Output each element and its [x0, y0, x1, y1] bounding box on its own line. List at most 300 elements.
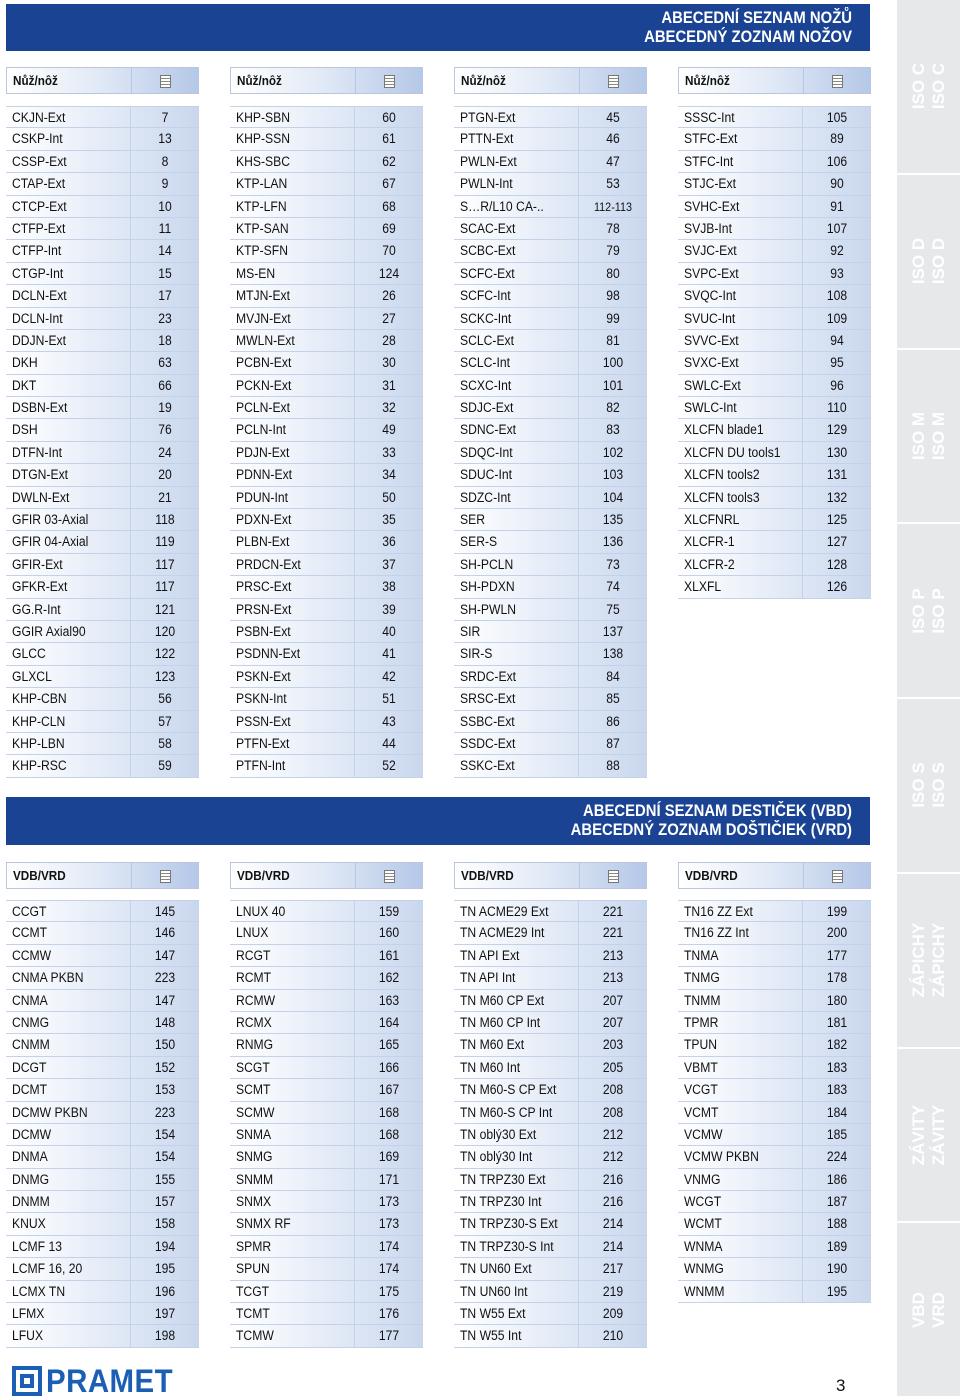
- table-row[interactable]: [230, 554, 423, 576]
- table-row[interactable]: [6, 464, 199, 486]
- table-row[interactable]: [454, 945, 647, 967]
- sidebar-tab-label: [909, 238, 949, 284]
- table-row[interactable]: [454, 1303, 647, 1325]
- item-name: RCMX: [236, 1014, 272, 1030]
- table-row[interactable]: [678, 967, 871, 989]
- page-reference: 103: [602, 467, 624, 483]
- table-row[interactable]: [454, 755, 647, 777]
- page-reference: 85: [606, 691, 620, 707]
- table-row[interactable]: [678, 487, 871, 509]
- table-row[interactable]: [454, 106, 647, 128]
- item-name: DNMM: [12, 1194, 50, 1210]
- table-row[interactable]: [454, 464, 647, 486]
- table-row[interactable]: [454, 509, 647, 531]
- table-row[interactable]: [230, 330, 423, 352]
- table-row[interactable]: [454, 1258, 647, 1280]
- table-row[interactable]: [678, 1034, 871, 1056]
- table-row[interactable]: [678, 375, 871, 397]
- table-row[interactable]: [230, 733, 423, 755]
- sidebar-label-cz: ISO M: [908, 411, 928, 460]
- item-name: SCKC-Int: [460, 310, 512, 326]
- item-name: LNUX: [236, 925, 269, 941]
- table-row[interactable]: [678, 173, 871, 195]
- item-name: DCMW PKBN: [12, 1104, 88, 1120]
- page-reference: 78: [606, 220, 620, 236]
- item-name: LNUX 40: [236, 904, 286, 919]
- table-row[interactable]: [230, 643, 423, 665]
- table-row[interactable]: [454, 487, 647, 509]
- table-row[interactable]: [6, 1258, 199, 1280]
- table-row[interactable]: [454, 990, 647, 1012]
- table-row[interactable]: [454, 711, 647, 733]
- table-row[interactable]: [230, 375, 423, 397]
- table-row[interactable]: [454, 1191, 647, 1213]
- table-row[interactable]: [230, 487, 423, 509]
- table-row[interactable]: [6, 308, 199, 330]
- item-name: MWLN-Ext: [236, 332, 295, 348]
- page-reference: 148: [154, 1014, 176, 1030]
- table-row[interactable]: [230, 128, 423, 150]
- table-row[interactable]: [6, 106, 199, 128]
- table-row[interactable]: [230, 1236, 423, 1258]
- item-name: CKJN-Ext: [12, 110, 66, 125]
- table-row[interactable]: [230, 1102, 423, 1124]
- table-row[interactable]: [454, 1102, 647, 1124]
- page-reference: 35: [382, 512, 396, 528]
- table-row[interactable]: [6, 531, 199, 553]
- table-row[interactable]: [230, 1303, 423, 1325]
- column-divider: [131, 863, 132, 888]
- table-row[interactable]: [678, 1012, 871, 1034]
- table-row[interactable]: [678, 509, 871, 531]
- page-reference: 184: [826, 1104, 848, 1120]
- page-reference: 135: [602, 512, 624, 528]
- table-row[interactable]: [6, 285, 199, 307]
- table-row[interactable]: [454, 352, 647, 374]
- table-row[interactable]: [230, 990, 423, 1012]
- item-name: SCFC-Int: [460, 288, 511, 304]
- column-divider: [355, 863, 356, 888]
- table-row[interactable]: [230, 352, 423, 374]
- sidebar-tab[interactable]: [897, 699, 960, 874]
- table-row[interactable]: [6, 1034, 199, 1056]
- table-row[interactable]: [454, 1079, 647, 1101]
- page-reference: 224: [826, 1149, 848, 1165]
- table-row[interactable]: [454, 375, 647, 397]
- table-row[interactable]: [6, 1146, 199, 1168]
- table-row[interactable]: [230, 419, 423, 441]
- page-reference: 9: [161, 176, 169, 192]
- item-name: TN W55 Ext: [460, 1306, 526, 1322]
- table-row[interactable]: [454, 128, 647, 150]
- table-row[interactable]: [6, 128, 199, 150]
- table-row[interactable]: [6, 1124, 199, 1146]
- table-row[interactable]: [6, 711, 199, 733]
- table-row[interactable]: [6, 263, 199, 285]
- page-reference: 47: [606, 153, 620, 169]
- table-row[interactable]: [230, 509, 423, 531]
- table-row[interactable]: [678, 1057, 871, 1079]
- item-name: DWLN-Ext: [12, 489, 70, 505]
- table-row[interactable]: [230, 945, 423, 967]
- table-row[interactable]: [6, 1102, 199, 1124]
- table-row[interactable]: [454, 621, 647, 643]
- page-reference: 212: [602, 1149, 624, 1165]
- table-row[interactable]: [454, 285, 647, 307]
- table-row[interactable]: [6, 1191, 199, 1213]
- table-row[interactable]: [230, 666, 423, 688]
- table-row[interactable]: [678, 1146, 871, 1168]
- table-row[interactable]: [678, 1236, 871, 1258]
- table-row[interactable]: [6, 1169, 199, 1191]
- page-reference: 221: [602, 904, 624, 919]
- table-row[interactable]: [454, 900, 647, 922]
- table-row[interactable]: [678, 576, 871, 598]
- book-page-icon: [384, 870, 395, 883]
- table-row[interactable]: [6, 967, 199, 989]
- page-reference: 147: [154, 992, 176, 1008]
- table-row[interactable]: [678, 531, 871, 553]
- table-row[interactable]: [6, 375, 199, 397]
- page-reference: 14: [158, 243, 172, 259]
- item-name: DCMT: [12, 1082, 48, 1098]
- table-row[interactable]: [454, 1034, 647, 1056]
- table-row[interactable]: [230, 621, 423, 643]
- table-row[interactable]: [230, 1079, 423, 1101]
- table-row[interactable]: [454, 196, 647, 218]
- item-name: CSSP-Ext: [12, 153, 67, 169]
- table-row[interactable]: [230, 576, 423, 598]
- table-row[interactable]: [454, 666, 647, 688]
- table-row[interactable]: [678, 1281, 871, 1303]
- sidebar-tab[interactable]: [897, 0, 960, 175]
- table-row[interactable]: [678, 900, 871, 922]
- page-reference: 76: [158, 422, 172, 438]
- table-row[interactable]: [230, 1169, 423, 1191]
- table-row[interactable]: [678, 1079, 871, 1101]
- table-row[interactable]: [678, 196, 871, 218]
- table-row[interactable]: [454, 442, 647, 464]
- sidebar-tab[interactable]: [897, 175, 960, 350]
- item-name: TN M60-S CP Int: [460, 1104, 553, 1120]
- item-name: LCMX TN: [12, 1283, 66, 1299]
- table-row[interactable]: [454, 922, 647, 944]
- item-name: TN M60 CP Ext: [460, 992, 545, 1008]
- table-row[interactable]: [678, 330, 871, 352]
- page-reference: 125: [826, 512, 848, 528]
- item-name: CCMW: [12, 947, 52, 963]
- page-reference: 223: [154, 1104, 176, 1120]
- table-row[interactable]: [678, 1213, 871, 1235]
- table-row[interactable]: [230, 900, 423, 922]
- page-reference: 124: [378, 265, 400, 281]
- table-row[interactable]: [6, 442, 199, 464]
- table-row[interactable]: [230, 218, 423, 240]
- table-row[interactable]: [454, 397, 647, 419]
- table-row[interactable]: [6, 1303, 199, 1325]
- table-row[interactable]: [454, 218, 647, 240]
- page-reference: 216: [602, 1171, 624, 1187]
- page-reference: 96: [830, 377, 844, 393]
- table-row[interactable]: [454, 151, 647, 173]
- table-row[interactable]: [230, 1258, 423, 1280]
- item-name: KHP-SBN: [236, 110, 291, 125]
- page-reference: 158: [154, 1216, 176, 1232]
- page-reference: 187: [826, 1194, 848, 1210]
- page-reference: 152: [154, 1059, 176, 1075]
- table-row[interactable]: [454, 330, 647, 352]
- table-row[interactable]: [678, 1169, 871, 1191]
- column-header-label: VDB/VRD: [13, 868, 66, 883]
- column-header-label: Nůž/nôž: [685, 73, 730, 88]
- page-reference: 98: [606, 288, 620, 304]
- table-row[interactable]: [6, 755, 199, 777]
- item-name: LCMF 13: [12, 1238, 62, 1254]
- item-name: VCMT: [684, 1104, 719, 1120]
- book-page-icon: [832, 870, 843, 883]
- page-reference: 90: [830, 176, 844, 192]
- table-row[interactable]: [230, 464, 423, 486]
- knives-column-header: [678, 67, 871, 94]
- knives-title-cz: ABECEDNÍ SEZNAM NOŽŮ: [661, 9, 852, 27]
- book-page-icon: [160, 75, 171, 88]
- table-row[interactable]: [6, 173, 199, 195]
- table-row[interactable]: [230, 1124, 423, 1146]
- table-row[interactable]: [454, 1281, 647, 1303]
- item-name: TPUN: [684, 1037, 718, 1053]
- table-row[interactable]: [230, 1281, 423, 1303]
- table-row[interactable]: [678, 285, 871, 307]
- table-row[interactable]: [454, 240, 647, 262]
- item-name: SNMX RF: [236, 1216, 291, 1232]
- table-row[interactable]: [678, 218, 871, 240]
- table-row[interactable]: [678, 308, 871, 330]
- page-reference: 159: [378, 904, 400, 919]
- table-row[interactable]: [454, 576, 647, 598]
- table-row[interactable]: [6, 352, 199, 374]
- page-reference: 155: [154, 1171, 176, 1187]
- table-row[interactable]: [454, 419, 647, 441]
- item-name: RCMT: [236, 970, 272, 986]
- table-row[interactable]: [230, 1191, 423, 1213]
- table-row[interactable]: [6, 576, 199, 598]
- table-row[interactable]: [454, 1146, 647, 1168]
- table-row[interactable]: [454, 1213, 647, 1235]
- column-divider: [803, 863, 804, 888]
- table-row[interactable]: [6, 554, 199, 576]
- table-row[interactable]: [454, 1057, 647, 1079]
- table-row[interactable]: [230, 688, 423, 710]
- table-row[interactable]: [6, 1281, 199, 1303]
- table-row[interactable]: [6, 900, 199, 922]
- sidebar-tab[interactable]: [897, 524, 960, 699]
- table-row[interactable]: [6, 196, 199, 218]
- table-row[interactable]: [230, 1034, 423, 1056]
- page-reference: 91: [830, 198, 844, 214]
- table-row[interactable]: [454, 1169, 647, 1191]
- table-row[interactable]: [678, 464, 871, 486]
- table-row[interactable]: [678, 128, 871, 150]
- item-name: MS-EN: [236, 265, 276, 281]
- table-row[interactable]: [6, 1236, 199, 1258]
- table-row[interactable]: [230, 240, 423, 262]
- sidebar-tab[interactable]: [897, 1223, 960, 1398]
- table-row[interactable]: [6, 487, 199, 509]
- table-row[interactable]: [6, 218, 199, 240]
- item-name: TN M60 Int: [460, 1059, 521, 1075]
- table-row[interactable]: [6, 688, 199, 710]
- page-reference: 126: [826, 579, 848, 595]
- table-row[interactable]: [678, 990, 871, 1012]
- table-row[interactable]: [6, 990, 199, 1012]
- table-row[interactable]: [230, 711, 423, 733]
- item-name: TN oblý30 Int: [460, 1149, 533, 1165]
- item-name: PTFN-Ext: [236, 735, 290, 751]
- table-row[interactable]: [230, 1325, 423, 1347]
- table-row[interactable]: [230, 442, 423, 464]
- table-row[interactable]: [230, 1057, 423, 1079]
- table-row[interactable]: [230, 196, 423, 218]
- item-name: SH-PCLN: [460, 556, 514, 572]
- table-row[interactable]: [454, 1325, 647, 1347]
- page-reference: 145: [154, 904, 176, 919]
- table-row[interactable]: [6, 1057, 199, 1079]
- table-row[interactable]: [6, 151, 199, 173]
- table-row[interactable]: [678, 922, 871, 944]
- table-row[interactable]: [454, 688, 647, 710]
- table-row[interactable]: [678, 240, 871, 262]
- table-row[interactable]: [6, 509, 199, 531]
- table-row[interactable]: [230, 599, 423, 621]
- item-name: TN TRPZ30 Int: [460, 1194, 542, 1210]
- table-row[interactable]: [454, 733, 647, 755]
- table-row[interactable]: [678, 1191, 871, 1213]
- page-reference: 137: [602, 623, 624, 639]
- sidebar-tab[interactable]: [897, 1049, 960, 1224]
- table-row[interactable]: [6, 733, 199, 755]
- table-row[interactable]: [678, 1102, 871, 1124]
- table-row[interactable]: [454, 308, 647, 330]
- table-row[interactable]: [678, 945, 871, 967]
- table-row[interactable]: [6, 1213, 199, 1235]
- table-row[interactable]: [6, 330, 199, 352]
- table-row[interactable]: [230, 1012, 423, 1034]
- item-name: PDJN-Ext: [236, 444, 290, 460]
- table-row[interactable]: [6, 922, 199, 944]
- table-row[interactable]: [230, 285, 423, 307]
- table-row[interactable]: [230, 151, 423, 173]
- table-row[interactable]: [678, 419, 871, 441]
- item-name: SRDC-Ext: [460, 668, 517, 684]
- page-reference: 118: [155, 512, 175, 528]
- table-row[interactable]: [230, 531, 423, 553]
- table-row[interactable]: [454, 263, 647, 285]
- table-row[interactable]: [230, 308, 423, 330]
- table-row[interactable]: [230, 1213, 423, 1235]
- page-reference: 188: [826, 1216, 848, 1232]
- column-divider: [803, 68, 804, 93]
- table-row[interactable]: [6, 621, 199, 643]
- table-row[interactable]: [454, 599, 647, 621]
- table-row[interactable]: [6, 1012, 199, 1034]
- table-row[interactable]: [6, 419, 199, 441]
- page-reference: 34: [382, 467, 396, 483]
- table-row[interactable]: [678, 106, 871, 128]
- table-row[interactable]: [454, 643, 647, 665]
- table-row[interactable]: [230, 397, 423, 419]
- page-reference: 168: [378, 1104, 400, 1120]
- table-row[interactable]: [454, 1124, 647, 1146]
- table-row[interactable]: [454, 967, 647, 989]
- table-row[interactable]: [6, 599, 199, 621]
- page-reference: 63: [158, 355, 172, 371]
- table-row[interactable]: [6, 643, 199, 665]
- table-row[interactable]: [678, 352, 871, 374]
- table-row[interactable]: [454, 531, 647, 553]
- table-row[interactable]: [6, 666, 199, 688]
- table-row[interactable]: [6, 397, 199, 419]
- table-row[interactable]: [6, 1325, 199, 1347]
- table-row[interactable]: [678, 554, 871, 576]
- page-reference: 57: [158, 713, 172, 729]
- item-name: SCAC-Ext: [460, 220, 516, 236]
- table-row[interactable]: [678, 442, 871, 464]
- inserts-column-header: [454, 862, 647, 889]
- sidebar-tab-label: [909, 63, 949, 109]
- table-row[interactable]: [230, 967, 423, 989]
- item-name: KHP-LBN: [12, 735, 65, 751]
- sidebar-tab[interactable]: [897, 874, 960, 1049]
- table-row[interactable]: [454, 1236, 647, 1258]
- sidebar-label-sk: ISO M: [928, 411, 948, 460]
- table-row[interactable]: [230, 106, 423, 128]
- table-row[interactable]: [678, 1258, 871, 1280]
- column-divider: [355, 68, 356, 93]
- table-row[interactable]: [230, 263, 423, 285]
- table-row[interactable]: [454, 554, 647, 576]
- table-row[interactable]: [6, 240, 199, 262]
- table-row[interactable]: [678, 151, 871, 173]
- table-row[interactable]: [230, 755, 423, 777]
- page-reference: 174: [378, 1238, 400, 1254]
- page-reference: 217: [602, 1261, 624, 1277]
- table-row[interactable]: [230, 1146, 423, 1168]
- table-row[interactable]: [678, 263, 871, 285]
- table-row[interactable]: [230, 173, 423, 195]
- item-name: STFC-Ext: [684, 131, 738, 147]
- item-name: SCLC-Int: [460, 355, 510, 371]
- table-row[interactable]: [454, 1012, 647, 1034]
- item-name: SDJC-Ext: [460, 400, 514, 416]
- table-row[interactable]: [230, 922, 423, 944]
- table-row[interactable]: [6, 945, 199, 967]
- page-reference: 214: [602, 1238, 624, 1254]
- item-name: TN TRPZ30 Ext: [460, 1171, 546, 1187]
- table-row[interactable]: [678, 397, 871, 419]
- item-name: CNMA PKBN: [12, 970, 84, 986]
- page-reference: 150: [154, 1037, 176, 1053]
- item-name: WNMA: [684, 1238, 723, 1254]
- column-divider: [131, 68, 132, 93]
- page-reference: 43: [382, 713, 396, 729]
- sidebar-tab[interactable]: [897, 350, 960, 525]
- page-reference: 19: [158, 400, 172, 416]
- table-row[interactable]: [678, 1124, 871, 1146]
- table-row[interactable]: [6, 1079, 199, 1101]
- item-name: STJC-Ext: [684, 176, 736, 192]
- page-reference: 70: [382, 243, 396, 259]
- table-row[interactable]: [454, 173, 647, 195]
